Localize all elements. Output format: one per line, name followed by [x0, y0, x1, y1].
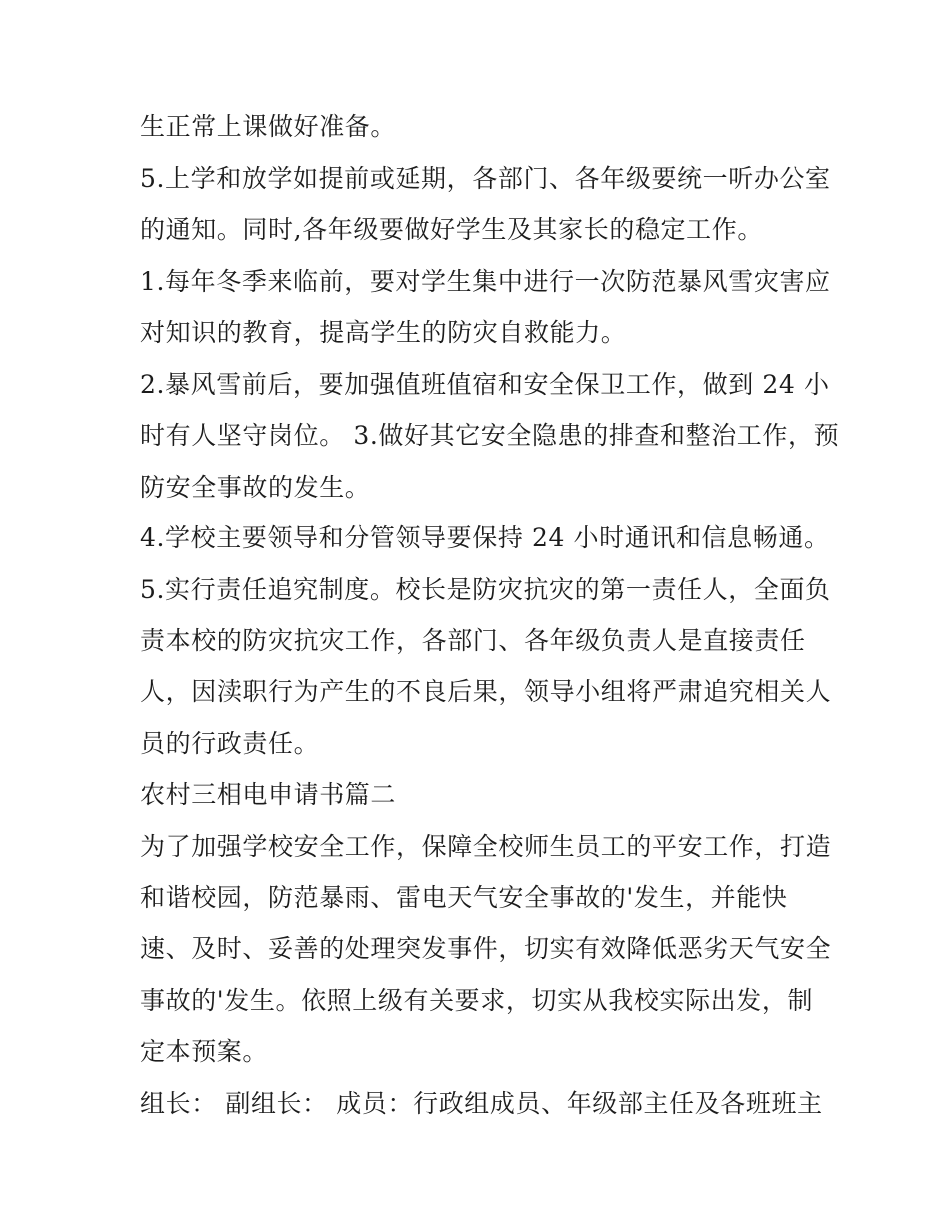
text-line: 1.每年冬季来临前，要对学生集中进行一次防范暴风雪灾害应: [140, 267, 831, 296]
text-line: 速、及时、妥善的处理突发事件，切实有效降低恶劣天气安全: [140, 934, 832, 963]
text-line: 组长： 副组长： 成员：行政组成员、年级部主任及各班班主: [140, 1089, 823, 1118]
text-line: 对知识的教育，提高学生的防灾自救能力。: [140, 318, 627, 347]
text-line: 责本校的防灾抗灾工作，各部门、各年级负责人是直接责任: [140, 626, 806, 655]
text-line: 5.上学和放学如提前或延期，各部门、各年级要统一听办公室: [140, 164, 831, 193]
text-line: 人，因渎职行为产生的不良后果，领导小组将严肃追究相关人: [140, 677, 832, 706]
text-line: 定本预案。: [140, 1037, 269, 1066]
text-line: 和谐校园，防范暴雨、雷电天气安全事故的'发生，并能快: [140, 883, 788, 912]
text-line: 生正常上课做好准备。: [140, 112, 397, 141]
section-heading: 农村三相电申请书篇二: [140, 780, 397, 809]
text-line: 的通知。同时,各年级要做好学生及其家长的稳定工作。: [140, 215, 763, 244]
text-line: 为了加强学校安全工作，保障全校师生员工的平安工作，打造: [140, 832, 832, 861]
text-line: 2.暴风雪前后，要加强值班值宿和安全保卫工作，做到 24 小: [140, 370, 830, 399]
text-line: 防安全事故的发生。: [140, 473, 371, 502]
text-line: 事故的'发生。依照上级有关要求，切实从我校实际出发，制: [140, 986, 814, 1015]
text-line: 4.学校主要领导和分管领导要保持 24 小时通讯和信息畅通。: [140, 523, 830, 552]
text-line: 员的行政责任。: [140, 729, 320, 758]
text-line: 时有人坚守岗位。 3.做好其它安全隐患的排查和整治工作，预: [140, 421, 840, 450]
text-line: 5.实行责任追究制度。校长是防灾抗灾的第一责任人，全面负: [140, 575, 831, 604]
